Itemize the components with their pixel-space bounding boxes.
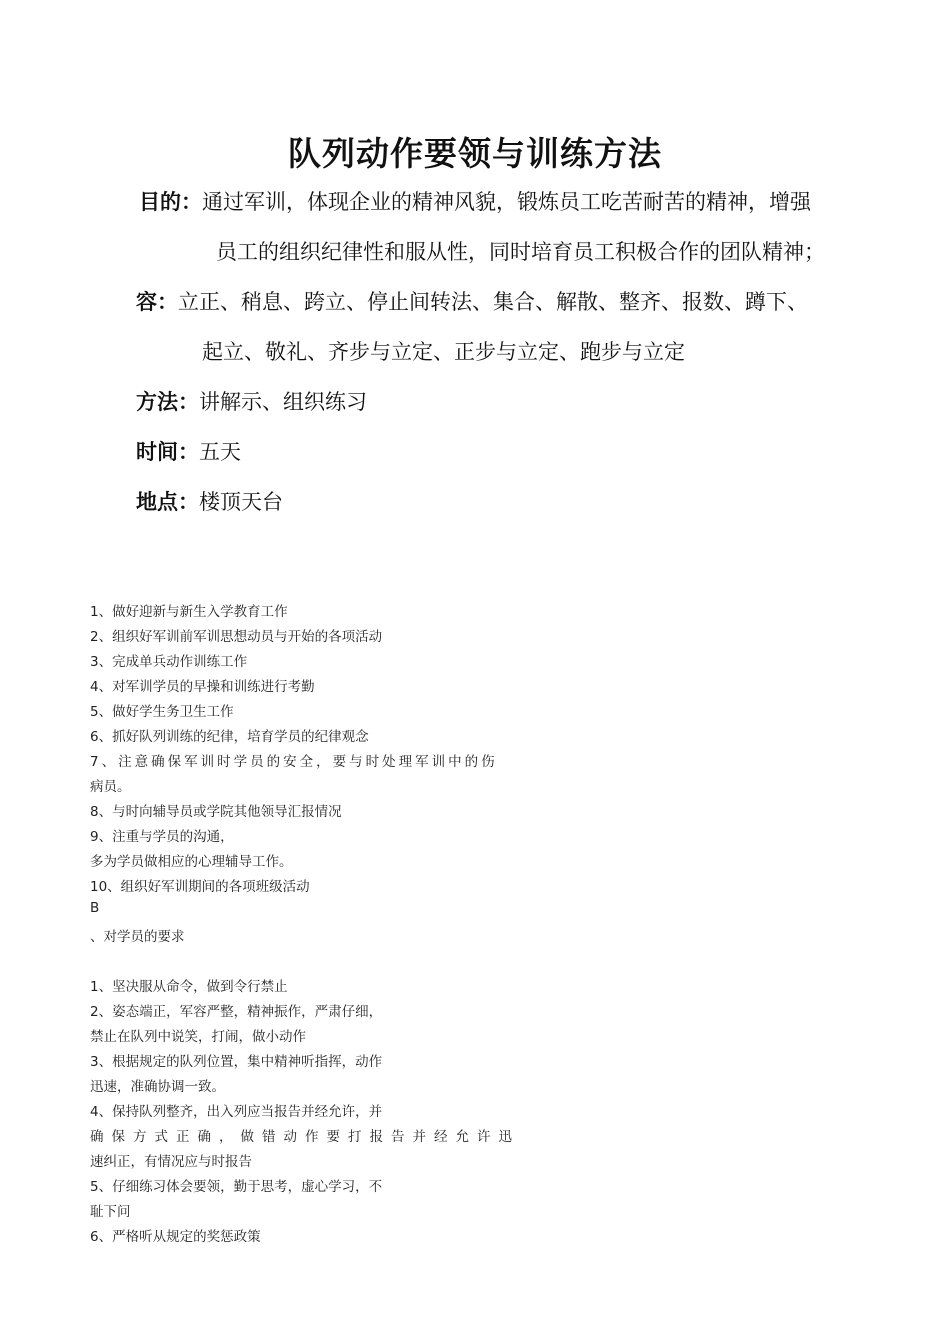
time-value: 五天 <box>199 440 241 464</box>
place-value: 楼顶天台 <box>199 490 283 514</box>
purpose-label: 目的： <box>139 190 202 214</box>
requirement-item: 速纠正，有情况应与时报告 <box>90 1154 252 1170</box>
duty-item: 多为学员做相应的心理辅导工作。 <box>90 854 293 870</box>
requirement-item: 6、严格听从规定的奖惩政策 <box>90 1229 261 1245</box>
duty-item: 1、做好迎新与新生入学教育工作 <box>90 604 288 620</box>
duty-item: 4、对军训学员的早操和训练进行考勤 <box>90 679 315 695</box>
requirement-item: 禁止在队列中说笑，打闹，做小动作 <box>90 1029 306 1045</box>
section-marker: B <box>90 900 100 916</box>
content-line-2 <box>202 336 685 366</box>
duty-item: 9、注重与学员的沟通， <box>90 829 234 845</box>
method-label: 方法： <box>136 390 199 414</box>
method-line <box>136 386 367 416</box>
requirement-item: 5、仔细练习体会要领，勤于思考，虚心学习，不 <box>90 1179 383 1195</box>
time-label: 时间： <box>136 440 199 464</box>
section-heading: 、对学员的要求 <box>90 929 185 945</box>
place-line <box>136 486 283 516</box>
requirement-item: 4、保持队列整齐，出入列应当报告并经允许，并 <box>90 1104 383 1120</box>
requirement-item: 耻下问 <box>90 1204 131 1220</box>
content-text-2: 起立、敬礼、齐步与立定、正步与立定、跑步与立定 <box>202 340 685 364</box>
place-label: 地点： <box>136 490 199 514</box>
purpose-line-1 <box>139 186 811 216</box>
duty-item: 6、抓好队列训练的纪律，培育学员的纪律观念 <box>90 729 369 745</box>
content-text-1: 立正、稍息、跨立、停止间转法、集合、解散、整齐、报数、蹲下、 <box>178 290 808 314</box>
duty-item: 7、注意确保军训时学员的安全，要与时处理军训中的伤 <box>90 754 498 770</box>
content-label: 容： <box>136 290 178 314</box>
purpose-text-1: 通过军训，体现企业的精神风貌，锻炼员工吃苦耐苦的精神，增强 <box>202 190 811 214</box>
purpose-text-2: 员工的组织纪律性和服从性，同时培育员工积极合作的团队精神； <box>216 240 825 264</box>
duty-item: 8、与时向辅导员或学院其他领导汇报情况 <box>90 804 342 820</box>
purpose-line-2 <box>216 236 825 266</box>
page-title: 队列动作要领与训练方法 <box>288 134 662 173</box>
requirement-item: 2、姿态端正，军容严整，精神振作，严肃仔细， <box>90 1004 383 1020</box>
requirement-item: 3、根据规定的队列位置，集中精神听指挥，动作 <box>90 1054 383 1070</box>
requirement-item: 确保方式正确，做错动作要打报告并经允许迅 <box>90 1129 520 1145</box>
duty-item: 2、组织好军训前军训思想动员与开始的各项活动 <box>90 629 383 645</box>
content-line-1 <box>136 286 808 316</box>
duty-item: 5、做好学生务卫生工作 <box>90 704 234 720</box>
duty-item: 病员。 <box>90 779 131 795</box>
duty-item: 10、组织好军训期间的各项班级活动 <box>90 879 310 895</box>
time-line <box>136 436 241 466</box>
method-value: 讲解示、组织练习 <box>199 390 367 414</box>
duty-item: 3、完成单兵动作训练工作 <box>90 654 248 670</box>
requirement-item: 迅速，准确协调一致。 <box>90 1079 225 1095</box>
requirement-item: 1、坚决服从命令，做到令行禁止 <box>90 979 288 995</box>
